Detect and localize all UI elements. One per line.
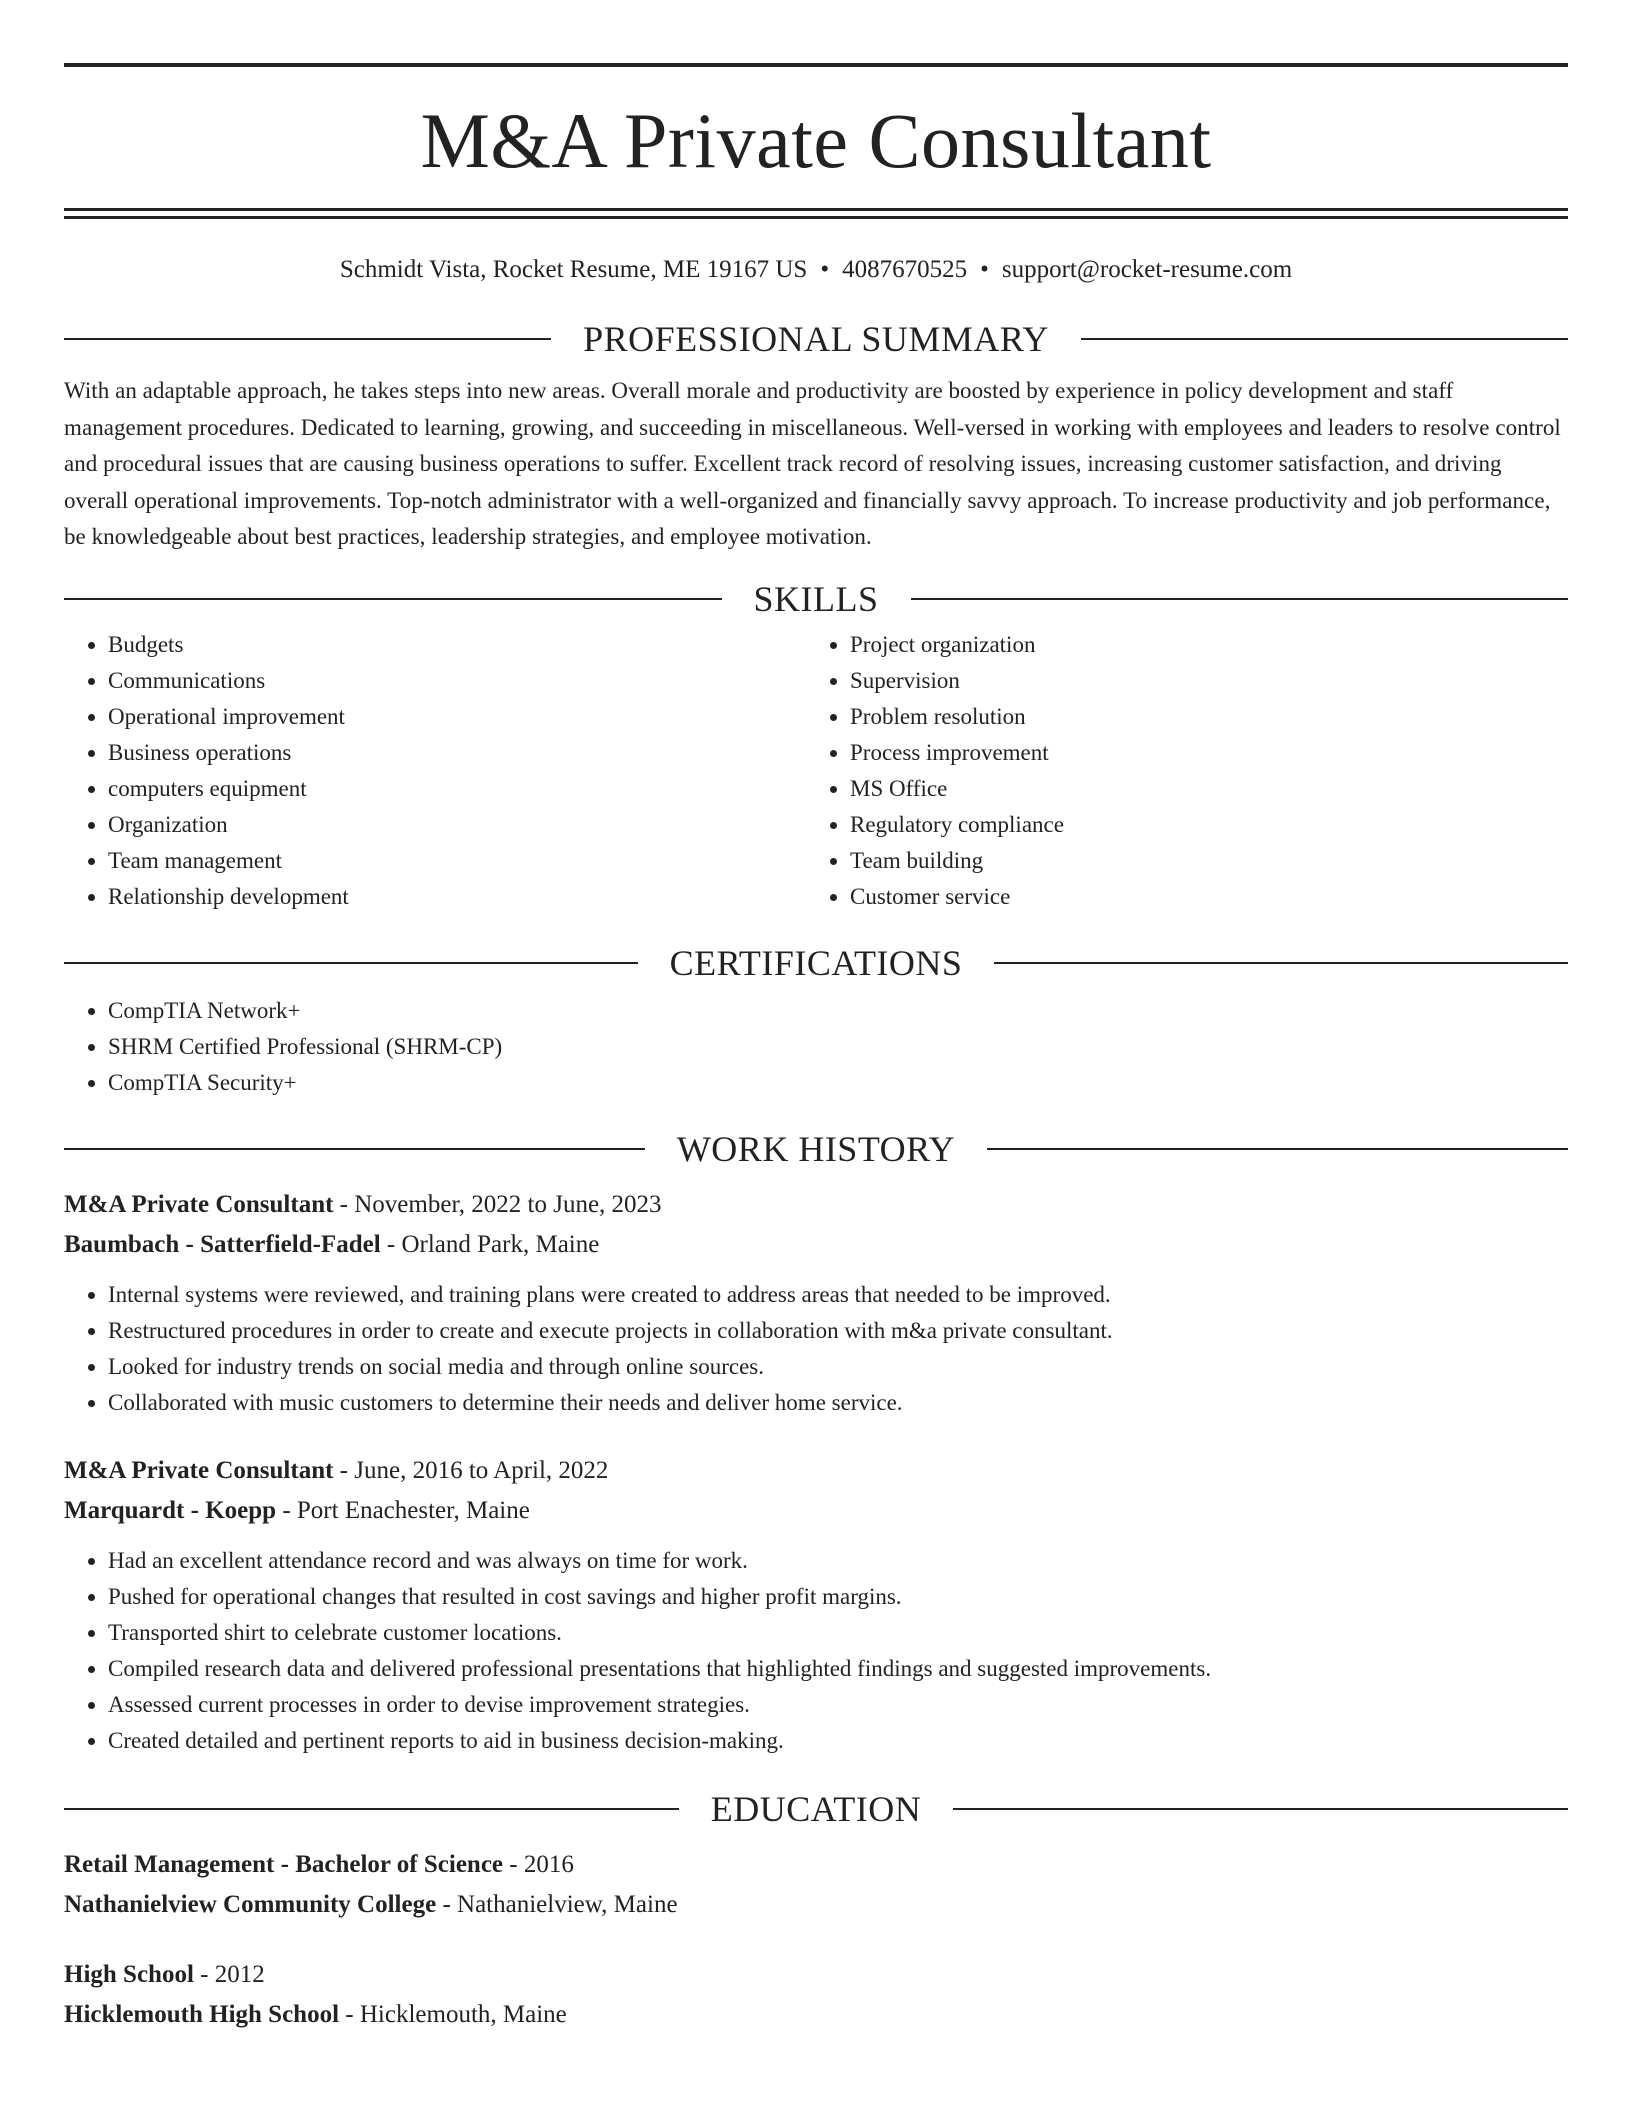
section-rule bbox=[911, 598, 1569, 600]
education-school-line bbox=[64, 1995, 1568, 2035]
education-degree-line bbox=[64, 1955, 1568, 1995]
job-bullet: • Pushed for operational changes that resulted in cost savings and higher profit margins. bbox=[108, 1579, 1568, 1615]
section-rule bbox=[64, 962, 638, 964]
skill-item: • computers equipment bbox=[108, 771, 806, 807]
job-company-line bbox=[64, 1491, 1568, 1531]
contact-address: Schmidt Vista, Rocket Resume, ME 19167 US bbox=[339, 256, 808, 283]
job-dates: - June, 2016 to April, 2022 bbox=[333, 1456, 609, 1484]
education-year: - 2016 bbox=[503, 1850, 574, 1878]
contact-email: support@rocket-resume.com bbox=[1001, 256, 1293, 283]
skill-item: • Problem resolution bbox=[850, 699, 1548, 735]
certifications-section-header bbox=[64, 943, 1568, 983]
resume-page bbox=[64, 0, 1568, 2035]
section-rule bbox=[994, 962, 1568, 964]
skill-item: • MS Office bbox=[850, 771, 1548, 807]
skill-item: • Customer service bbox=[850, 879, 1548, 915]
education-school: Nathanielview Community College bbox=[64, 1890, 437, 1918]
contact-separator: • bbox=[820, 256, 830, 283]
job-company: Baumbach - Satterfield-Fadel bbox=[64, 1230, 381, 1258]
certification-item: • CompTIA Security+ bbox=[108, 1065, 1568, 1101]
job-bullet: • Internal systems were reviewed, and training plans were created to address areas that needed to be improved. bbox=[108, 1277, 1568, 1313]
job-position: M&A Private Consultant bbox=[64, 1190, 334, 1218]
skill-item: • Regulatory compliance bbox=[850, 807, 1548, 843]
skill-item: • Communications bbox=[108, 663, 806, 699]
section-rule bbox=[64, 598, 722, 600]
job-position-line bbox=[64, 1451, 1568, 1491]
skills-list-right bbox=[806, 627, 1548, 915]
skills-column-left bbox=[64, 627, 806, 915]
contact-phone: 4087670525 bbox=[842, 256, 968, 283]
job-bullet: • Created detailed and pertinent reports to aid in business decision-making. bbox=[108, 1723, 1568, 1759]
section-rule bbox=[953, 1808, 1568, 1810]
certification-item: • CompTIA Network+ bbox=[108, 993, 1568, 1029]
job-bullet: • Compiled research data and delivered professional presentations that highlighted findings and suggested improvements. bbox=[108, 1651, 1568, 1687]
skill-item: • Process improvement bbox=[850, 735, 1548, 771]
contact-separator: • bbox=[980, 256, 989, 283]
skills-title: SKILLS bbox=[753, 578, 879, 619]
job-bullet: • Assessed current processes in order to devise improvement strategies. bbox=[108, 1687, 1568, 1723]
job-position-line bbox=[64, 1185, 1568, 1225]
job-bullets bbox=[64, 1277, 1568, 1421]
certifications-list bbox=[64, 993, 1568, 1101]
education-section-header bbox=[64, 1789, 1568, 1829]
skills-column-right bbox=[806, 627, 1548, 915]
summary-section-header bbox=[64, 319, 1568, 359]
education-year: - 2012 bbox=[193, 1960, 265, 1988]
job-bullet: • Restructured procedures in order to create and execute projects in collaboration with m&a private consultant. bbox=[108, 1313, 1568, 1349]
double-rule bbox=[64, 208, 1568, 219]
skills-list bbox=[64, 627, 1568, 915]
job-company-line bbox=[64, 1225, 1568, 1265]
job-company: Marquardt - Koepp bbox=[64, 1496, 277, 1524]
skill-item: • Budgets bbox=[108, 627, 806, 663]
skill-item: • Team building bbox=[850, 843, 1548, 879]
job-position: M&A Private Consultant bbox=[64, 1456, 334, 1484]
skill-item: • Operational improvement bbox=[108, 699, 806, 735]
job-dates: - November, 2022 to June, 2023 bbox=[333, 1190, 662, 1218]
skill-item: • Business operations bbox=[108, 735, 806, 771]
section-rule bbox=[987, 1148, 1568, 1150]
summary-title: PROFESSIONAL SUMMARY bbox=[583, 319, 1049, 359]
job-bullet: • Had an excellent attendance record and was always on time for work. bbox=[108, 1543, 1568, 1579]
skills-section-header bbox=[64, 579, 1568, 619]
section-rule bbox=[64, 1808, 679, 1810]
skill-item: • Project organization bbox=[850, 627, 1548, 663]
summary-text: With an adaptable approach, he takes steps into new areas. Overall morale and productivity are boosted by experience in policy development and staff management procedures. Dedicated to learning, growing, and succeeding in miscellaneous. Well-versed in working with employees and leaders to resolve control and procedural issues that are causing business operations to suffer. Excellent track record of resolving issues, increasing customer satisfaction, and driving overall operational improvements. Top-notch administrator with a well-organized and financially savvy approach. To increase productivity and job performance, be knowledgeable about best practices, leadership strategies, and employee motivation. bbox=[64, 378, 1561, 549]
education-degree: Retail Management - Bachelor of Science bbox=[64, 1850, 504, 1878]
job-location: - Orland Park, Maine bbox=[380, 1230, 600, 1258]
education-location: - Hicklemouth, Maine bbox=[339, 2000, 567, 2028]
section-rule bbox=[1081, 338, 1568, 340]
skills-list-left bbox=[64, 627, 806, 915]
top-rule bbox=[64, 63, 1568, 67]
education-entry bbox=[64, 1955, 1568, 2035]
skill-item: • Supervision bbox=[850, 663, 1548, 699]
work-section-header bbox=[64, 1129, 1568, 1169]
education-school: Hicklemouth High School bbox=[64, 2000, 340, 2028]
education-location: - Nathanielview, Maine bbox=[436, 1890, 678, 1918]
work-title: WORK HISTORY bbox=[676, 1128, 956, 1169]
education-school-line bbox=[64, 1885, 1568, 1925]
job-bullets bbox=[64, 1543, 1568, 1759]
contact-line bbox=[64, 255, 1568, 285]
certifications-title: CERTIFICATIONS bbox=[669, 942, 963, 983]
job-bullet: • Transported shirt to celebrate customer locations. bbox=[108, 1615, 1568, 1651]
resume-name-heading: M&A Private Consultant bbox=[420, 97, 1212, 184]
education-entry bbox=[64, 1845, 1568, 1925]
job-location: - Port Enachester, Maine bbox=[276, 1496, 530, 1524]
job-bullet: • Collaborated with music customers to determine their needs and deliver home service. bbox=[108, 1385, 1568, 1421]
education-degree: High School bbox=[64, 1960, 194, 1988]
certification-item: • SHRM Certified Professional (SHRM-CP) bbox=[108, 1029, 1568, 1065]
education-title: EDUCATION bbox=[710, 1788, 922, 1829]
skill-item: • Organization bbox=[108, 807, 806, 843]
job-bullet: • Looked for industry trends on social media and through online sources. bbox=[108, 1349, 1568, 1385]
skill-item: • Team management bbox=[108, 843, 806, 879]
section-rule bbox=[64, 1148, 645, 1150]
section-rule bbox=[64, 338, 551, 340]
job-entry bbox=[64, 1185, 1568, 1421]
education-degree-line bbox=[64, 1845, 1568, 1885]
skill-item: • Relationship development bbox=[108, 879, 806, 915]
job-entry bbox=[64, 1451, 1568, 1759]
